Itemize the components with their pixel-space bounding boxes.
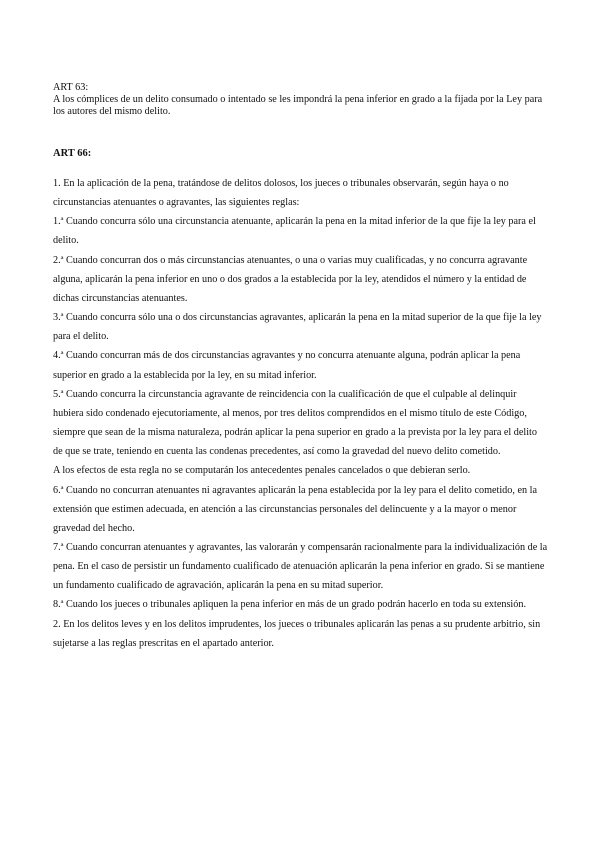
article-66-title: ART 66:: [53, 148, 92, 159]
article-63-section: [53, 82, 548, 118]
article-66-paragraph: A los efectos de esta regla no se computarán los antecedentes penales cancelados o que debieran serlo.: [53, 465, 471, 477]
article-66-paragraph: 2.ª Cuando concurran dos o más circunstancias atenuantes, o una o varias muy cualificadas, y no concurra agravante alguna, aplicarán la pena inferior en uno o dos grados a la establecida por la ley, atendidos el número y la entidad de dichas circunstancias atenuantes.: [53, 254, 528, 304]
article-66-paragraph: 3.ª Cuando concurra sólo una o dos circunstancias agravantes, aplicarán la pena en la mitad superior de la que fije la ley para el delito.: [53, 312, 542, 343]
article-66-paragraph: 7.ª Cuando concurran atenuantes y agravantes, las valorarán y compensarán racionalmente para la individualización de la pena. En el caso de persistir un fundamento cualificado de atenuación aplicarán la pena inferior en grado. Si se mantiene un fundamento cualificado de agravación, aplicarán la pena en su mitad superior.: [53, 541, 548, 592]
article-66-paragraph: 4.ª Cuando concurran más de dos circunstancias agravantes y no concurra atenuante alguna, podrán aplicar la pena superior en grado a la establecida por la ley, en su mitad inferior.: [53, 350, 521, 381]
article-66-paragraph: 6.ª Cuando no concurran atenuantes ni agravantes aplicarán la pena establecida por la ley para el delito cometido, en la extensión que estimen adecuada, en atención a las circunstancias personales del delincuente y a la mayor o menor gravedad del hecho.: [53, 484, 537, 534]
article-63-title: ART 63:: [53, 82, 89, 93]
article-66-paragraph-list: [53, 174, 548, 653]
article-66-paragraph: 1.ª Cuando concurra sólo una circunstancia atenuante, aplicarán la pena en la mitad inferior de la que fije la ley para el delito.: [53, 216, 536, 247]
article-63-body: A los cómplices de un delito consumado o intentado se les impondrá la pena inferior en grado a la fijada por la Ley para los autores del mismo delito.: [53, 94, 543, 117]
article-66-paragraph: 2. En los delitos leves y en los delitos imprudentes, los jueces o tribunales aplicarán las penas a su prudente arbitrio, sin sujetarse a las reglas prescritas en el apartado anterior.: [53, 618, 541, 649]
article-66-section: [53, 147, 548, 653]
article-66-paragraph: 8.ª Cuando los jueces o tribunales apliquen la pena inferior en más de un grado podrán hacerlo en toda su extensión.: [53, 599, 526, 611]
document-page: [53, 82, 548, 653]
article-66-paragraph: 1. En la aplicación de la pena, tratándose de delitos dolosos, los jueces o tribunales observarán, según haya o no circunstancias atenuantes o agravantes, las siguientes reglas:: [53, 178, 509, 209]
article-66-paragraph: 5.ª Cuando concurra la circunstancia agravante de reincidencia con la cualificación de que el culpable al delinquir hubiera sido condenado ejecutoriamente, al menos, por tres delitos comprendidos en el mismo título de este Código, siempre que sean de la misma naturaleza, podrán aplicar la pena superior en grado a la prevista por la ley para el delito de que se trate, teniendo en cuenta las condenas precedentes, así como la gravedad del nuevo delito cometido.: [53, 388, 537, 458]
